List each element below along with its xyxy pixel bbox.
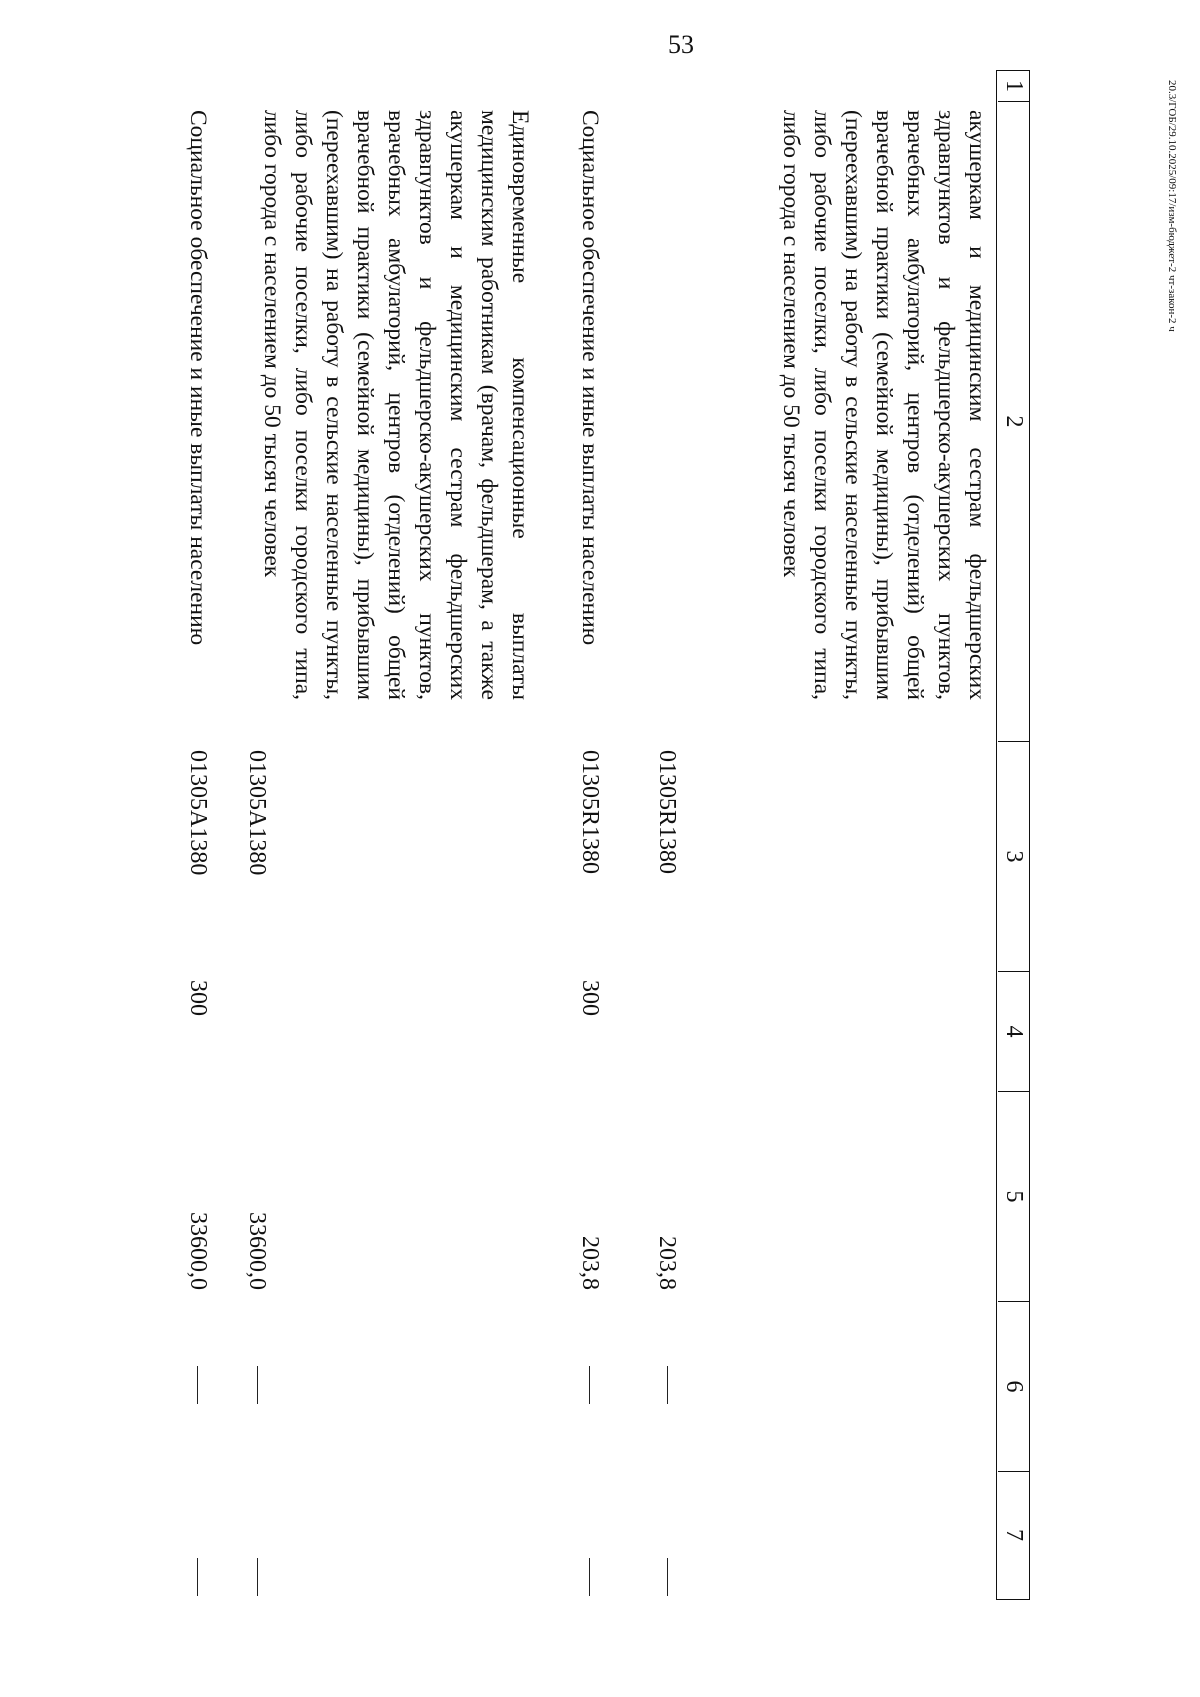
header-col-7: 7 [998, 1471, 1029, 1598]
table-row-2-amount: 203,8 [577, 1236, 603, 1290]
table-row-2-col7-dash [589, 1558, 590, 1596]
table-row-4-col7-dash [197, 1558, 198, 1596]
table-row-2-description: Социальное обеспечение и иные выплаты населению [577, 110, 603, 646]
budget-table [180, 70, 1030, 1600]
table-row-1-code: 01305R1380 [654, 750, 680, 875]
header-col-5: 5 [998, 1091, 1029, 1301]
header-col-3: 3 [998, 741, 1029, 971]
table-row-4-amount: 33600,0 [185, 1212, 211, 1290]
table-row-1-col6-dash [667, 1366, 668, 1404]
table-row-4-code: 01305A1380 [185, 750, 211, 876]
table-row-3-col7-dash [257, 1558, 258, 1596]
header-col-4: 4 [998, 971, 1029, 1091]
table-row-4-description: Социальное обеспечение и иные выплаты населению [185, 110, 211, 646]
table-row-2-col6-dash [589, 1366, 590, 1404]
table-row-2-code: 01305R1380 [577, 750, 603, 875]
page-number: 53 [668, 30, 694, 59]
header-col-2: 2 [998, 101, 1029, 741]
header-col-6: 6 [998, 1301, 1029, 1471]
table-row-1-amount: 203,8 [654, 1236, 680, 1290]
table-row-3-col6-dash [257, 1366, 258, 1404]
table-row-2-kind: 300 [577, 980, 603, 1016]
header-col-1: 1 [1001, 80, 1027, 92]
table-row-1-description: акушеркам и медицинским сестрам фельдшерских здравпунктов и фельдшерско-акушерских пунктов, врачебных амбулаторий, центров (отделений) общей врачебной практики (семейной медицины), прибывшим (переехавшим) на работу в сельские населенные пункты, либо рабочие поселки, либо поселки городского типа, либо города с населением до 50 тысяч человек [778, 110, 990, 700]
table-row-4-kind: 300 [185, 980, 211, 1016]
table-row-4-col6-dash [197, 1366, 198, 1404]
table-header [996, 70, 1030, 1600]
table-row-1-col7-dash [667, 1558, 668, 1596]
table-row-3-description: Единовременные компенсационные выплаты медицинским работникам (врачам, фельдшерам, а также акушеркам и медицинским сестрам фельдшерских здравпунктов и фельдшерско-акушерских пунктов, врачебных амбулаторий, центров (отделений) общей врачебной практики (семейной медицины), прибывшим (переехавшим) на работу в сельские населенные пункты, либо рабочие поселки, либо поселки городского типа, либо города с населением до 50 тысяч человек [259, 110, 533, 700]
table-row-3-amount: 33600,0 [244, 1212, 270, 1290]
document-footer-code: 20.3/ГОБ/29.10.2025/09:17/изм-бюджет-2 чт-закон-2 ч [1166, 80, 1178, 332]
table-row-3-code: 01305A1380 [244, 750, 270, 876]
